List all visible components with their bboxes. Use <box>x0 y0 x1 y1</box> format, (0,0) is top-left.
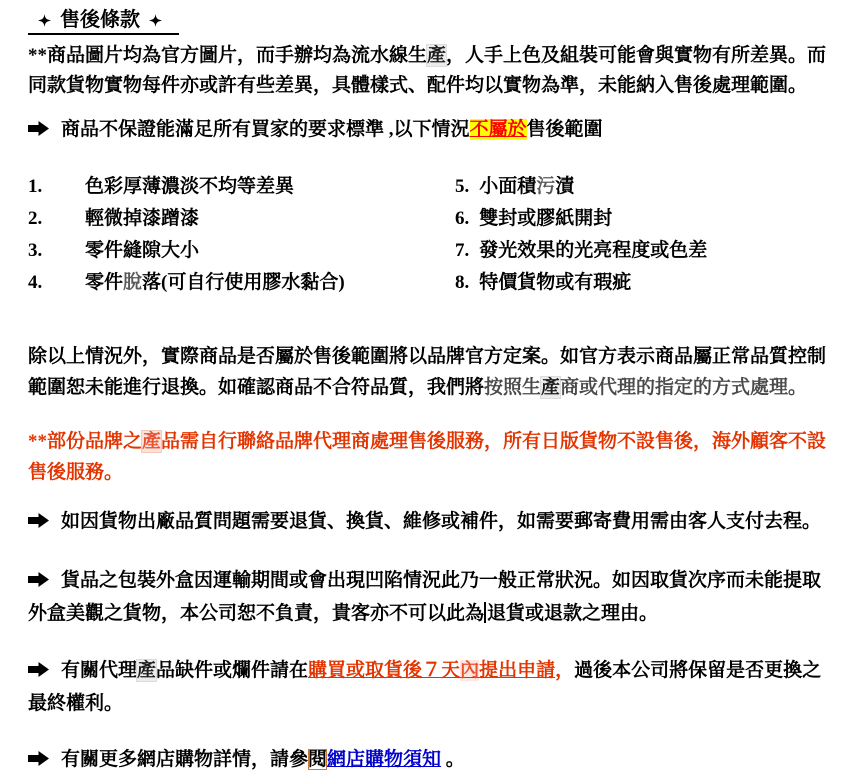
list-number: 5. <box>455 176 470 197</box>
text-segment: 購買或取貨後７天 <box>308 660 461 681</box>
list-number: 8. <box>455 272 470 293</box>
right-arrow-icon <box>28 572 49 587</box>
text-segment: 小面積 <box>479 176 537 197</box>
text-segment: ， <box>555 660 575 681</box>
list-item-right <box>455 203 612 235</box>
exclusion-list <box>28 171 838 299</box>
text-segment: 零件縫隙大小 <box>85 240 200 261</box>
bullet-webstore-notice <box>28 744 838 773</box>
list-number: 7. <box>455 240 470 261</box>
text-cursor <box>484 602 486 623</box>
text-segment: 輕微掉漆蹭漆 <box>85 208 200 229</box>
webstore-notice-link[interactable]: 網店購物須知 <box>327 749 442 770</box>
list-number: 4. <box>28 272 43 293</box>
list-item-right <box>455 267 631 299</box>
text-segment: 雙封或膠紙開封 <box>479 208 613 229</box>
list-item-right <box>455 171 574 203</box>
list-number: 1. <box>28 176 43 197</box>
right-arrow-icon <box>28 121 49 136</box>
bullet-packaging-dents <box>28 564 838 630</box>
text-segment: ，人手上色及組裝可能會與實物有所差異。而同款貨物實物每件亦或許有些差異，具體樣式、配件均以實物為準，未能納入售後處理範圍。 <box>28 45 827 96</box>
text-segment: 提出申請 <box>479 660 556 681</box>
list-item <box>28 203 838 235</box>
list-item-right <box>455 235 707 267</box>
text-segment: 如因貨物出廠品質問題需要退貨、換貨、維修或補件，如需要郵寄費用需由客人支付去程。 <box>61 511 822 532</box>
list-number: 3. <box>28 240 43 261</box>
text-segment: 落(可自行使用膠水黏合) <box>142 272 345 293</box>
list-item-text <box>85 171 294 203</box>
list-item-left <box>28 235 455 267</box>
text-segment: 貨品之包裝外盒因運輸期間或會出現凹陷情況此乃一般正常狀況。如因取貨次序而未能提取外盒美觀之貨物，本公司恕不負責，貴客亦不可以此為 <box>28 570 822 624</box>
bullet-text <box>28 570 821 624</box>
bullet-text <box>28 660 821 714</box>
list-item-left <box>28 267 455 299</box>
bullet-text <box>61 749 465 770</box>
text-segment: 內 <box>460 660 480 681</box>
right-arrow-icon <box>28 513 49 528</box>
four-pointed-star-icon <box>38 14 51 27</box>
list-item-text <box>479 208 612 229</box>
text-segment: 品缺件或爛件請在 <box>156 660 309 681</box>
notice-line <box>28 115 838 145</box>
list-item-text <box>479 240 707 261</box>
text-segment: 閱 <box>308 749 328 770</box>
text-segment: 發光效果的光亮程度或色差 <box>479 240 708 261</box>
official-decision-paragraph <box>28 341 838 403</box>
bullet-seven-day-claim <box>28 654 838 720</box>
text-segment: 不屬於 <box>469 119 527 140</box>
right-arrow-icon <box>28 751 49 766</box>
text-segment: 商或代理的指定的方式處理。 <box>560 377 808 398</box>
text-segment: 零件 <box>85 272 124 293</box>
page-title-text: 售後條款 <box>60 9 140 31</box>
list-item-text <box>85 267 345 299</box>
intro-paragraph <box>28 41 838 101</box>
list-item-text <box>85 235 199 267</box>
text-segment: 過後本公司將保留是否更換之最終權利。 <box>28 660 822 714</box>
text-segment: **部份品牌之 <box>28 431 143 452</box>
text-segment: **商品圖片均為官方圖片，而手辦均為流水線生 <box>28 45 428 66</box>
right-arrow-icon <box>28 662 49 677</box>
list-item-left <box>28 171 455 203</box>
text-segment: 產 <box>427 45 447 66</box>
text-segment: 按照生 <box>484 377 542 398</box>
bullet-return-postage <box>28 506 838 537</box>
list-item-text <box>85 203 199 235</box>
list-item-text <box>479 176 574 197</box>
text-segment: 脫 <box>123 272 143 293</box>
list-item <box>28 171 838 203</box>
bullet-text <box>61 511 821 532</box>
text-segment: 產 <box>137 660 157 681</box>
text-segment: 售後範圍 <box>526 119 603 140</box>
text-segment: 污 <box>536 176 556 197</box>
list-item-text <box>479 272 631 293</box>
text-segment: 色彩厚薄濃淡不均等差異 <box>85 176 295 197</box>
text-segment: 有關更多網店購物詳情，請參 <box>61 749 309 770</box>
text-segment: 有關代理 <box>61 660 138 681</box>
page-title <box>28 8 179 35</box>
text-segment: 漬 <box>555 176 575 197</box>
list-item <box>28 267 838 299</box>
text-segment: 商品不保證能滿足所有買家的要求標準 ,以下情況 <box>61 119 470 140</box>
text-segment: 特價貨物或有瑕疵 <box>479 272 632 293</box>
list-number: 2. <box>28 208 43 229</box>
four-pointed-star-icon <box>149 14 162 27</box>
list-item-left <box>28 203 455 235</box>
list-item <box>28 235 838 267</box>
text-segment: 退貨或退款之理由。 <box>487 603 659 624</box>
list-number: 6. <box>455 208 470 229</box>
text-segment: 品需自行聯絡品牌代理商處理售後服務，所有日版貨物不設售後，海外顧客不設售後服務。 <box>28 431 827 483</box>
text-segment: 產 <box>541 377 561 398</box>
text-segment: 除以上情況外，實際商品是否屬於售後範圍將以品牌官方定案。如官方表示商品屬正常品質控制範圍恕未能進行退換。如確認商品不合符品質，我們將 <box>28 346 827 398</box>
text-segment: 。 <box>441 749 465 770</box>
brand-warning-paragraph <box>28 426 838 488</box>
text-segment: 產 <box>142 431 162 452</box>
notice-text <box>61 119 603 140</box>
